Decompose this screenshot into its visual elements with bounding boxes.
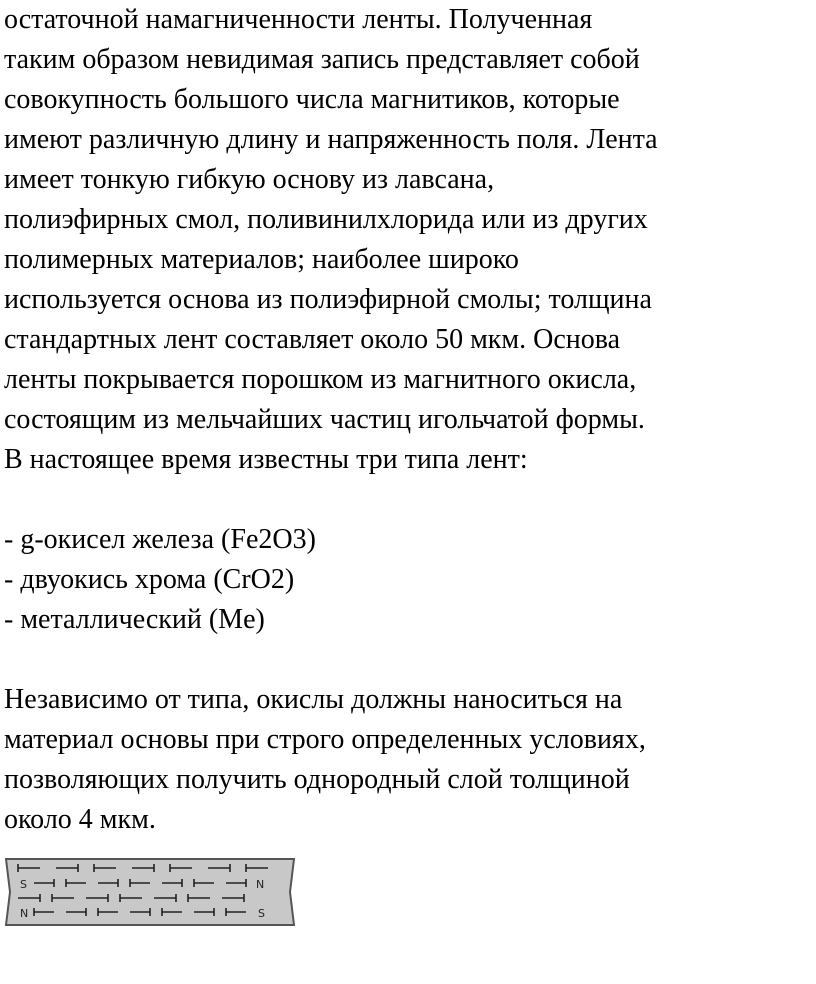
pole-label-n-right: N [256,878,265,891]
text-line: имеют различную длину и напряженность поля. Лента [4,124,658,155]
text-line: полиэфирных смол, поливинилхлорида или из других [4,204,648,235]
text-line: таким образом невидимая запись представляет собой [4,44,640,75]
text-line: состоящим из мельчайших частиц игольчатой формы. [4,404,645,435]
magnetic-tape-diagram [4,857,296,927]
text-line: позволяющих получить однородный слой толщиной [4,764,630,795]
text-line: имеет тонкую гибкую основу из лавсана, [4,164,495,195]
text-line: В настоящее время известны три типа лент: [4,444,528,475]
document-page [4,0,812,840]
blank-line [4,640,812,680]
paragraph-intro [4,0,812,840]
text-line: совокупность большого числа магнитиков, которые [4,84,620,115]
pole-label-s-left: S [20,878,27,891]
text-line: материал основы при строго определенных условиях, [4,724,646,755]
text-line: полимерных материалов; наиболее широко [4,244,519,275]
tape-type-item: - двуокись хрома (CrO2) [4,564,295,595]
text-line: остаточной намагниченности ленты. Полученная [4,4,593,35]
tape-type-item: - g-окисел железа (Fe2O3) [4,524,316,555]
text-line: используется основа из полиэфирной смолы; толщина [4,284,652,315]
pole-label-s-right: S [258,907,265,920]
text-line: ленты покрывается порошком из магнитного окисла, [4,364,637,395]
text-line: около 4 мкм. [4,804,156,835]
pole-label-n-left: N [20,907,29,920]
tape-type-item: - металлический (Me) [4,604,265,635]
text-line: Независимо от типа, окислы должны наноситься на [4,684,623,715]
blank-line [4,480,812,520]
text-line: стандартных лент составляет около 50 мкм. Основа [4,324,621,355]
